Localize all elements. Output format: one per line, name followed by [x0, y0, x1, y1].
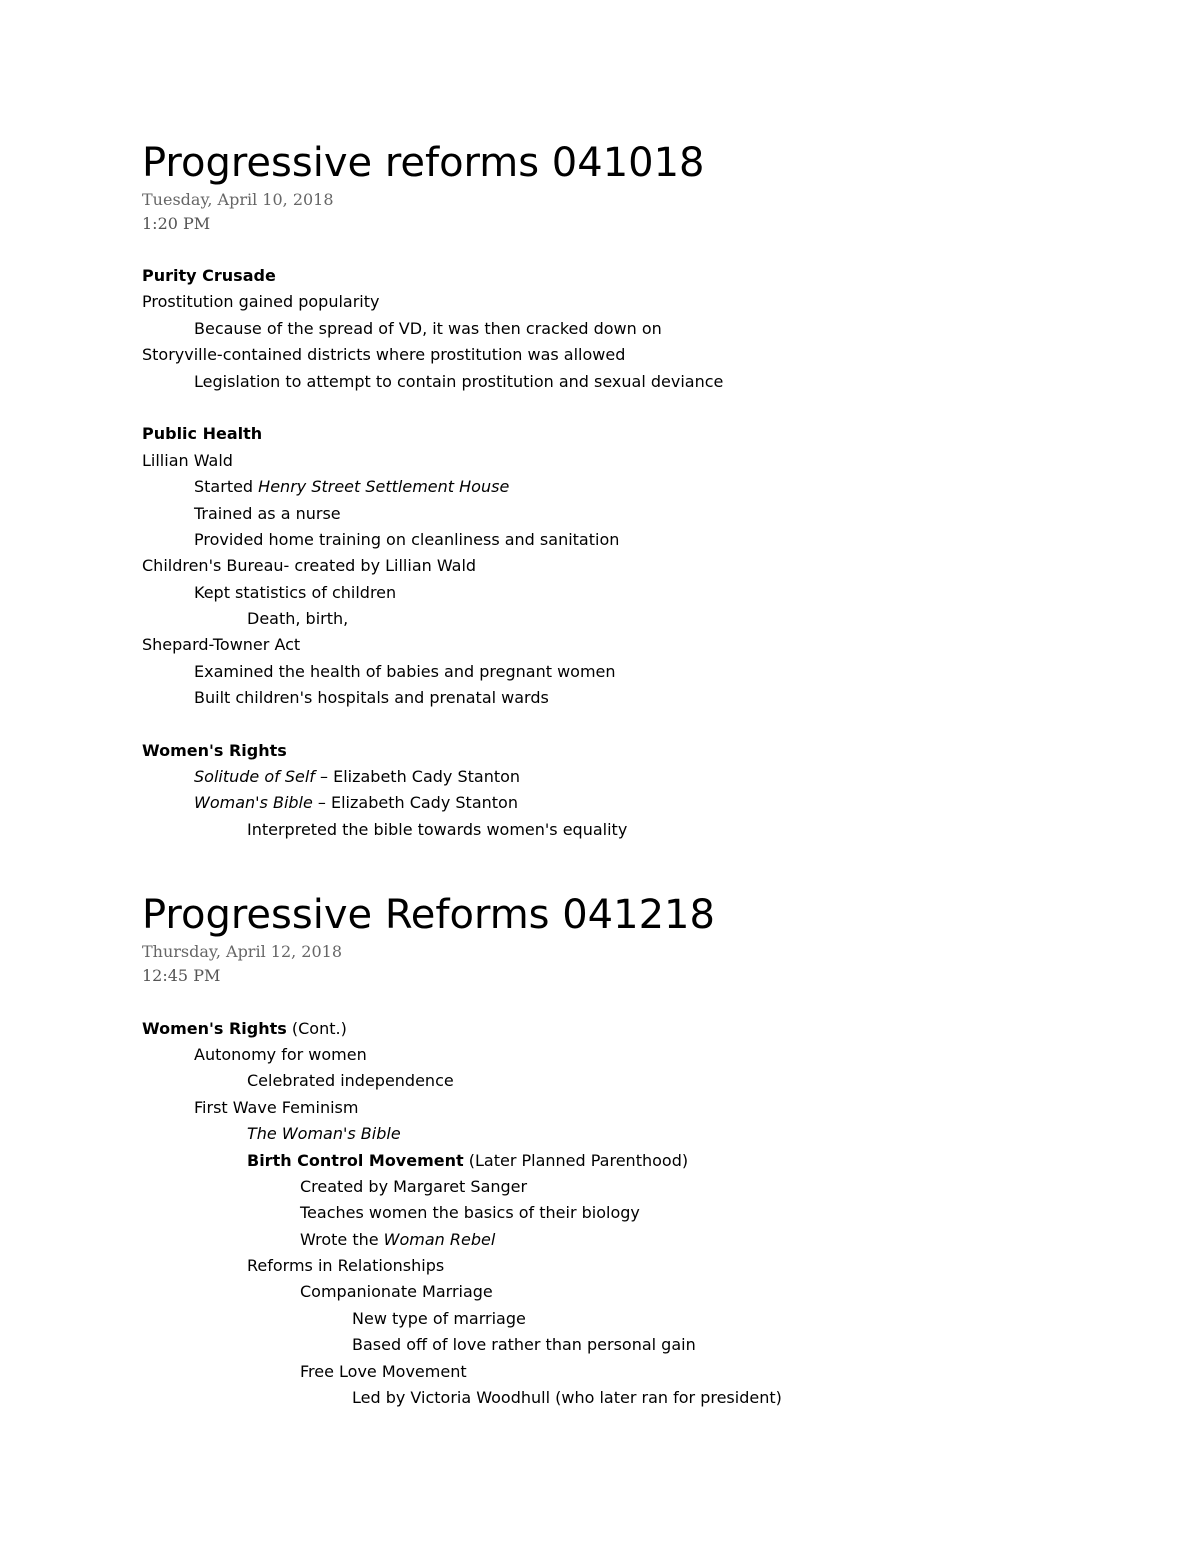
note-line: Examined the health of babies and pregnant women: [194, 662, 616, 681]
note-line: [194, 767, 520, 787]
italic-title: Woman Rebel: [383, 1230, 496, 1249]
note-line: [300, 1230, 495, 1250]
note-line: Led by Victoria Woodhull (who later ran for president): [352, 1388, 782, 1407]
note-line: Based off of love rather than personal gain: [352, 1335, 696, 1354]
note-line: Because of the spread of VD, it was then cracked down on: [194, 319, 662, 338]
bold-text: Women's Rights: [142, 1019, 287, 1038]
section-heading: Public Health: [142, 424, 263, 443]
note-line: The Woman's Bible: [247, 1124, 401, 1143]
section-heading: Purity Crusade: [142, 266, 276, 285]
note-line: Autonomy for women: [194, 1045, 367, 1064]
note-line: Death, birth,: [247, 609, 349, 628]
text-run: – Elizabeth Cady Stanton: [312, 793, 518, 812]
note-line: Reforms in Relationships: [247, 1256, 445, 1275]
note-line: Free Love Movement: [300, 1362, 467, 1381]
note-line: Storyville-contained districts where prostitution was allowed: [142, 345, 626, 364]
note-line: Trained as a nurse: [194, 504, 341, 523]
note-time: 12:45 PM: [142, 966, 221, 985]
note-line: Children's Bureau- created by Lillian Wald: [142, 556, 477, 575]
note-date: Tuesday, April 10, 2018: [142, 190, 334, 209]
note-line: Prostitution gained popularity: [142, 292, 380, 311]
note-line: [194, 793, 518, 813]
note-line: Celebrated independence: [247, 1071, 454, 1090]
note-line: First Wave Feminism: [194, 1098, 359, 1117]
note-line: [194, 477, 509, 497]
note-time: 1:20 PM: [142, 214, 211, 233]
note-line: Teaches women the basics of their biology: [300, 1203, 640, 1222]
note-line: Kept statistics of children: [194, 583, 397, 602]
note-line: Built children's hospitals and prenatal wards: [194, 688, 549, 707]
note-line: Provided home training on cleanliness and sanitation: [194, 530, 620, 549]
bold-text: Birth Control Movement: [247, 1151, 464, 1170]
text-run: (Cont.): [286, 1019, 347, 1038]
italic-title: Solitude of Self: [194, 767, 315, 786]
note-line: Legislation to attempt to contain prostitution and sexual deviance: [194, 372, 724, 391]
note-line: Shepard-Towner Act: [142, 635, 301, 654]
note-line: Interpreted the bible towards women's equality: [247, 820, 628, 839]
text-run: (Later Planned Parenthood): [463, 1151, 689, 1170]
text-run: Wrote the: [300, 1230, 384, 1249]
italic-title: Woman's Bible: [194, 793, 313, 812]
text-run: Started: [194, 477, 259, 496]
note-line: Companionate Marriage: [300, 1282, 493, 1301]
note-date: Thursday, April 12, 2018: [142, 942, 343, 961]
note-line: New type of marriage: [352, 1309, 526, 1328]
section-heading: [142, 1019, 347, 1039]
page-title: Progressive reforms 041018: [142, 140, 705, 186]
section-heading: Women's Rights: [142, 741, 287, 760]
italic-title: Henry Street Settlement House: [258, 477, 510, 496]
note-line: Lillian Wald: [142, 451, 233, 470]
page-title: Progressive Reforms 041218: [142, 892, 715, 938]
text-run: – Elizabeth Cady Stanton: [314, 767, 521, 786]
note-line: Created by Margaret Sanger: [300, 1177, 528, 1196]
note-line: [247, 1151, 688, 1171]
